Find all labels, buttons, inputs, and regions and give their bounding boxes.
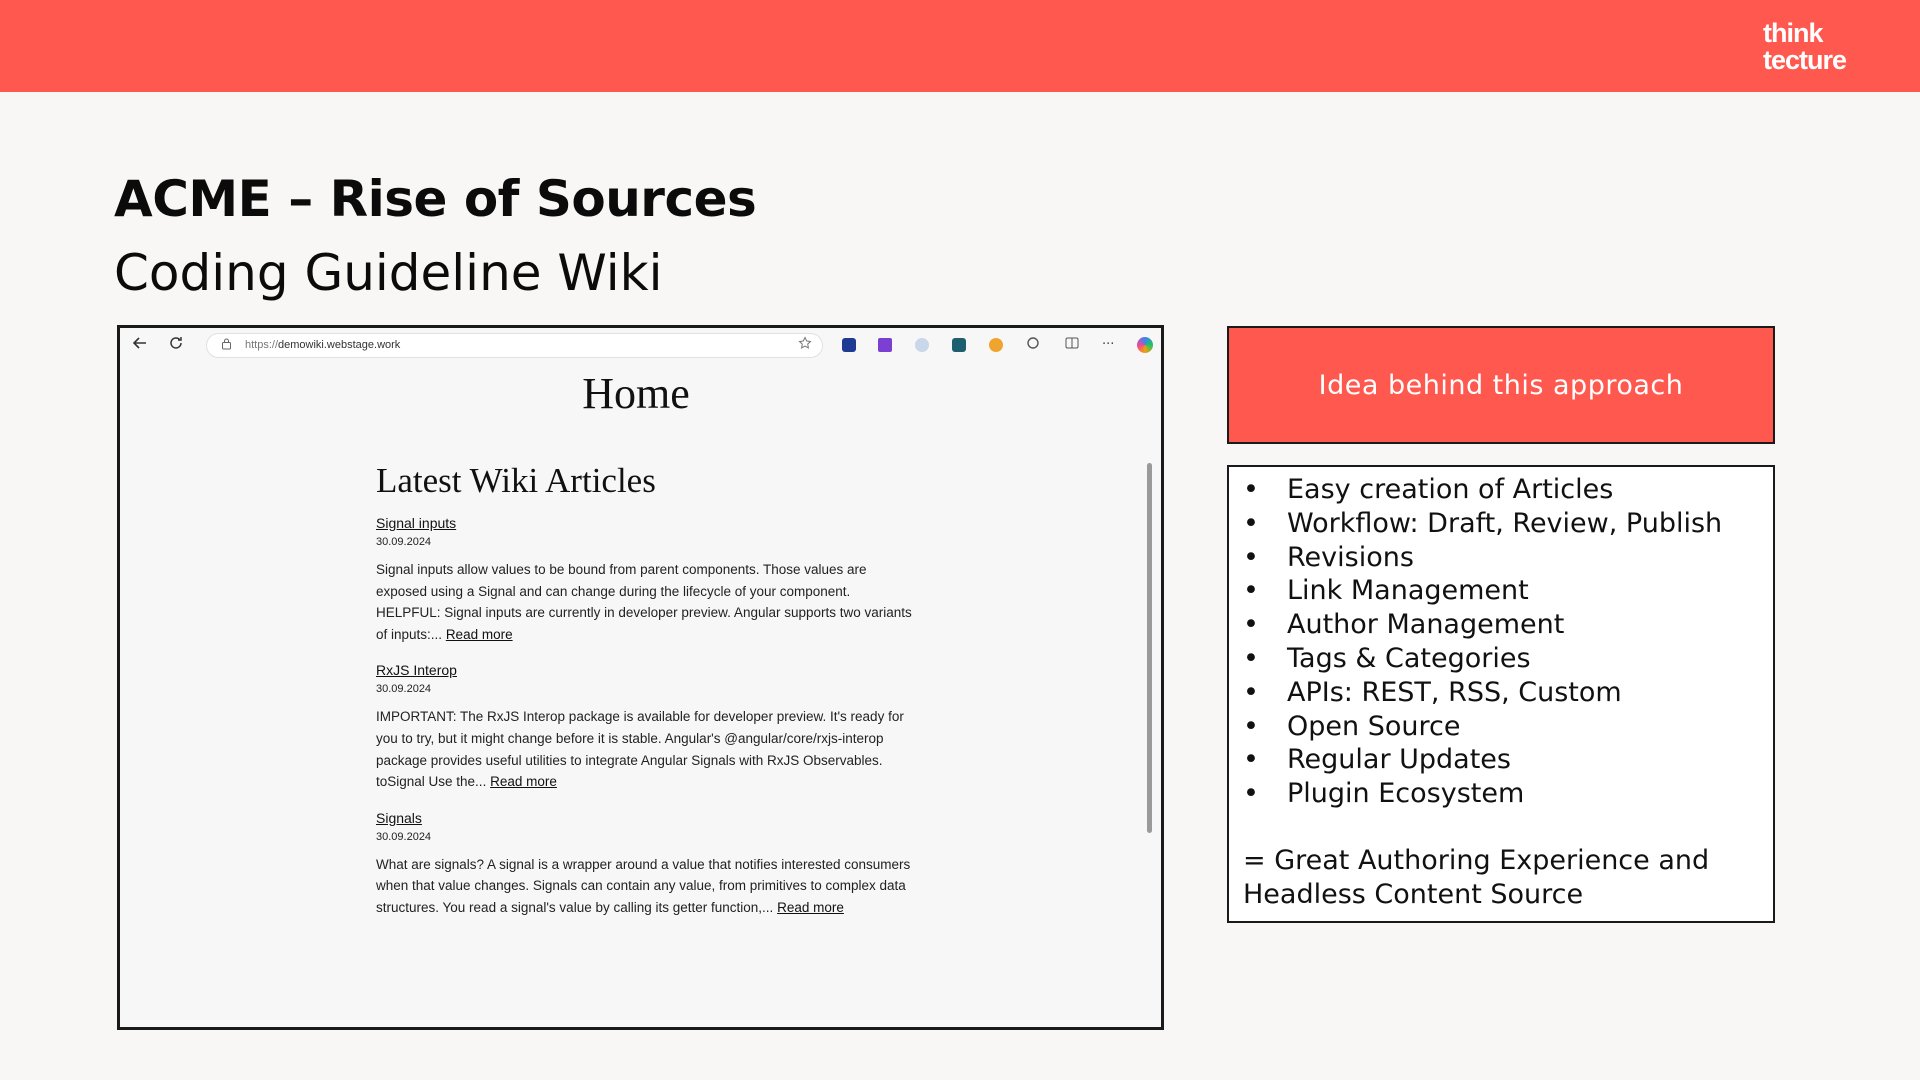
feature-text: Open Source [1287,710,1461,742]
slide-subtitle: Coding Guideline Wiki [114,244,663,302]
logo-line-2: tecture [1762,45,1846,75]
feature-text: Regular Updates [1287,744,1511,776]
feature-item [1243,574,1759,608]
bullet-marker: • [1243,541,1259,573]
feature-list [1243,473,1759,811]
feature-item [1243,777,1759,811]
url-text [245,339,400,351]
article-excerpt-text: What are signals? A signal is a wrapper around a value that notifies interested consumers when that value changes. Signals can contain any value, from primitives to complex data structures. You read a signal's value by calling its getter function,... [376,856,911,915]
article-title-link[interactable]: Signals [376,809,422,826]
feature-text: Workflow: Draft, Review, Publish [1287,507,1723,539]
feature-item [1243,676,1759,710]
article-title-link[interactable]: RxJS Interop [376,662,457,679]
browser-screenshot [117,325,1164,1030]
idea-callout-label: Idea behind this approach [1318,369,1684,401]
idea-callout [1227,326,1775,444]
extension-icon-2[interactable] [878,338,892,352]
extension-icon-3[interactable] [915,338,929,352]
article-excerpt [376,559,916,645]
bullet-marker: • [1243,507,1259,539]
article-item [376,515,916,645]
article-excerpt-text: IMPORTANT: The RxJS Interop package is available for developer preview. It's ready for you to try, but it might change before it is stable. Angular's @angular/core/rxjs-interop package provides useful utilities to integrate Angular Signals with RxJS Observables. toSignal Use the... [376,709,904,790]
features-summary: = Great Authoring Experience and Headless Content Source [1243,844,1710,910]
bullet-marker: • [1243,710,1259,742]
bullet-marker: • [1243,642,1259,674]
article-excerpt-text: Signal inputs allow values to be bound from parent components. Those values are exposed using a Signal and can change during the lifecycle of your component. HELPFUL: Signal inputs are currently in developer preview. Angular supports two variants of inputs:... [376,562,912,642]
feature-text: Link Management [1287,575,1529,607]
feature-item [1243,473,1759,507]
bullet-marker: • [1243,609,1259,641]
slide-title: ACME – Rise of Sources [114,170,757,228]
feature-item [1243,507,1759,541]
articles-section [376,461,916,936]
bullet-marker: • [1243,676,1259,708]
article-item [376,662,916,792]
features-box [1227,465,1775,923]
favorite-star-icon[interactable] [798,336,812,354]
page-heading: Home [582,369,690,418]
feature-text: Author Management [1287,609,1565,641]
extension-icon-1[interactable] [842,338,856,352]
copilot-icon[interactable] [1137,337,1153,353]
feature-text: Revisions [1287,541,1414,573]
read-more-link[interactable]: Read more [777,899,844,915]
article-excerpt [376,854,916,919]
url-protocol: https:// [245,339,279,351]
thinktecture-logo [1763,20,1846,74]
bullet-marker: • [1243,575,1259,607]
feature-item [1243,608,1759,642]
article-date: 30.09.2024 [376,536,432,548]
back-icon[interactable] [132,335,148,356]
feature-item [1243,642,1759,676]
top-banner [0,0,1920,92]
bullet-marker: • [1243,778,1259,810]
extension-icon-4[interactable] [952,338,966,352]
article-date: 30.09.2024 [376,683,432,696]
url-host: demowiki.webstage.work [278,339,401,351]
logo-line-1: think [1762,18,1823,48]
split-screen-icon[interactable] [1065,335,1079,355]
read-more-link[interactable]: Read more [490,774,557,790]
bullet-marker: • [1243,744,1259,776]
extensions-puzzle-icon[interactable] [1026,335,1040,355]
more-icon[interactable]: ··· [1102,337,1115,352]
article-date: 30.09.2024 [376,830,432,843]
feature-text: Plugin Ecosystem [1287,778,1525,810]
address-bar[interactable] [206,333,823,358]
lock-icon [221,337,232,353]
browser-toolbar [120,328,1161,364]
articles-heading: Latest Wiki Articles [376,461,656,500]
feature-text: APIs: REST, RSS, Custom [1287,676,1622,708]
read-more-link[interactable]: Read more [445,626,513,642]
article-item [376,810,916,919]
feature-item [1243,743,1759,777]
feature-item [1243,541,1759,575]
feature-text: Tags & Categories [1287,642,1531,674]
bullet-marker: • [1243,474,1259,505]
page-scrollbar[interactable] [1147,463,1152,833]
article-excerpt [376,706,916,792]
feature-item [1243,710,1759,744]
reload-icon[interactable] [168,335,184,356]
feature-text: Easy creation of Articles [1287,474,1614,505]
article-title-link[interactable]: Signal inputs [376,515,457,531]
extension-icon-5[interactable] [989,338,1003,352]
